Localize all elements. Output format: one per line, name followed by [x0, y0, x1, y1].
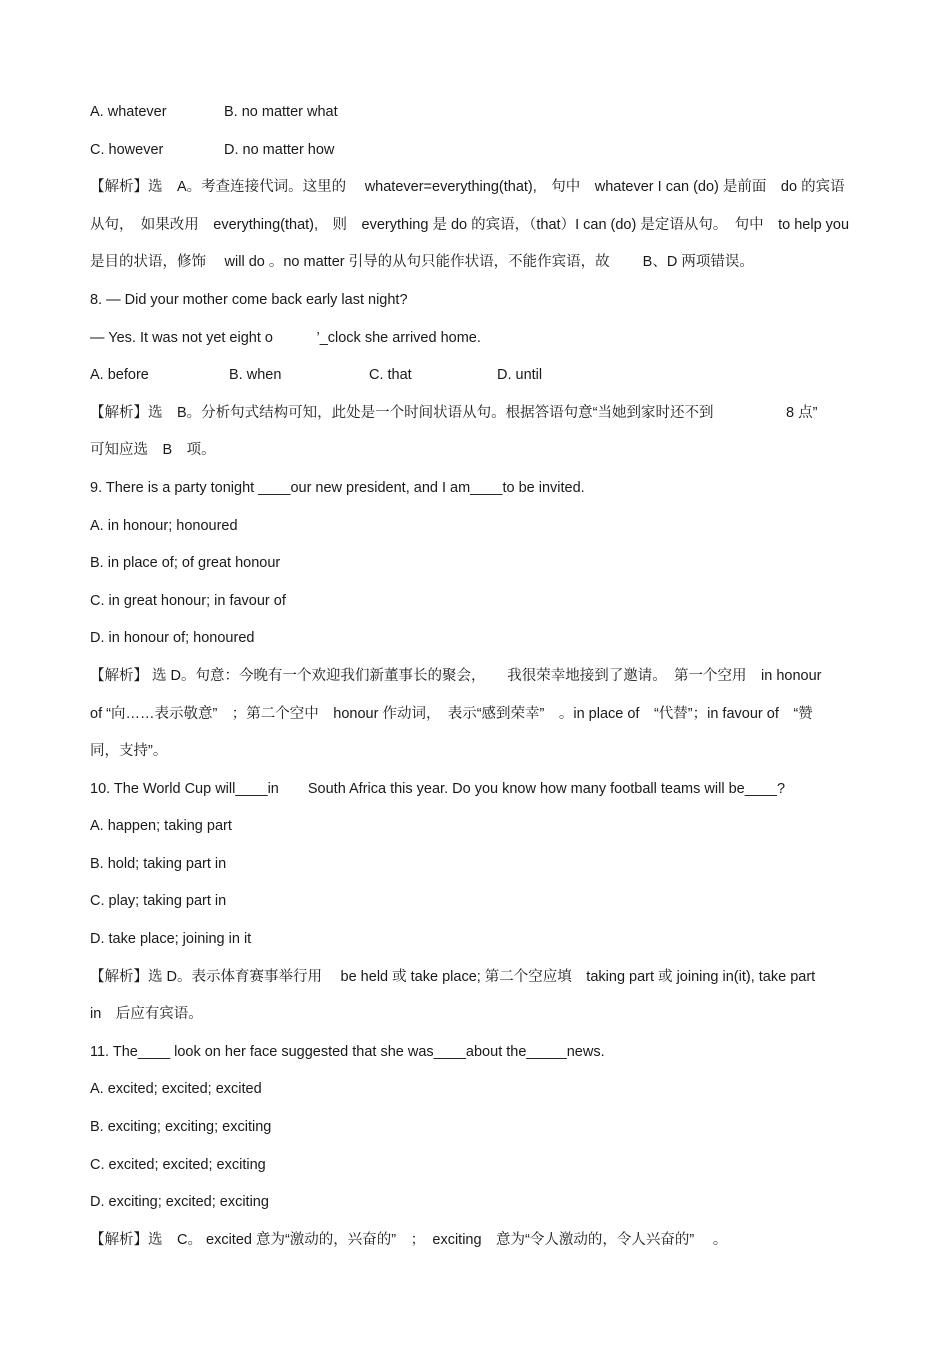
q8-option-c: C. that [369, 367, 412, 384]
q9-option-a: A. in honour; honoured [90, 517, 238, 534]
q7-option-a: A. whatever [90, 104, 167, 120]
document-page [90, 98, 862, 1263]
q10-option-a: A. happen; taking part [90, 818, 232, 835]
q7-explanation-line-1: 【解析】选 A。考查连接代词。这里的 whatever=everything(that), 句中 whatever I can (do) 是前面 do 的宾语 [90, 179, 845, 196]
q10-option-c: C. play; taking part in [90, 893, 227, 910]
q10-explanation-line-2: in 后应有宾语。 [90, 1006, 203, 1023]
q7-option-c: C. however [90, 141, 164, 158]
q8-explanation-line-1: 【解析】选 B。分析句式结构可知，此处是一个时间状语从句。根据答语句意“当她到家时还不到 8 点” [90, 404, 818, 421]
q7-explanation-line-3: 是目的状语，修饰 will do 。no matter 引导的从句只能作状语，不能作宾语，故 B、D 两项错误。 [90, 254, 754, 271]
q11-option-a: A. excited; excited; excited [90, 1081, 262, 1098]
q8-stem-line-2: — Yes. It was not yet eight o ’_clock she arrived home. [90, 329, 481, 346]
q8-option-a: A. before [90, 367, 149, 384]
q9-explanation-line-1: 【解析】 选 D。句意：今晚有一个欢迎我们新董事长的聚会， 我很荣幸地接到了邀请。 第一个空用 in honour [90, 667, 822, 684]
q7-explanation-line-2: 从句， 如果改用 everything(that), 则 everything 是 do 的宾语，（that）I can (do) 是定语从句。 句中 to help you [90, 216, 850, 233]
q8-options-row [90, 361, 862, 399]
q10-option-d: D. take place; joining in it [90, 931, 252, 948]
q7-options-row-1 [90, 98, 862, 136]
q8-explanation-line-2: 可知应选 B 项。 [90, 442, 216, 459]
q9-explanation-line-3: 同，支持”。 [90, 743, 168, 760]
q7-options-row-2 [90, 136, 862, 174]
q11-explanation-line-1: 【解析】选 C。 excited 意为“激动的，兴奋的” ； exciting 意为“令人激动的，令人兴奋的” 。 [90, 1231, 728, 1248]
q9-explanation-line-2: of “向……表示敬意” ；第二个空中 honour 作动词， 表示“感到荣幸” 。in place of “代替”；in favour of “赞 [90, 705, 813, 722]
q10-option-b: B. hold; taking part in [90, 855, 227, 872]
q8-option-d: D. until [497, 367, 543, 384]
q11-option-c: C. excited; excited; exciting [90, 1156, 266, 1173]
q9-option-d: D. in honour of; honoured [90, 630, 255, 647]
q9-stem: 9. There is a party tonight ____our new president, and I am____to be invited. [90, 479, 585, 496]
q8-stem-line-1: 8. — Did your mother come back early last night? [90, 291, 408, 308]
q10-explanation-line-1: 【解析】选 D。表示体育赛事举行用 be held 或 take place; 第二个空应填 taking part 或 joining in(it), take part [90, 968, 816, 985]
q11-stem: 11. The____ look on her face suggested that she was____about the_____news. [90, 1043, 605, 1060]
q9-option-c: C. in great honour; in favour of [90, 592, 286, 609]
q11-option-b: B. exciting; exciting; exciting [90, 1119, 272, 1136]
q11-option-d: D. exciting; excited; exciting [90, 1194, 269, 1211]
q7-option-d: D. no matter how [224, 141, 335, 158]
q9-option-b: B. in place of; of great honour [90, 555, 281, 572]
q10-stem: 10. The World Cup will____in South Africa this year. Do you know how many football teams will be____? [90, 780, 786, 797]
q7-option-b: B. no matter what [224, 104, 338, 120]
q8-option-b: B. when [229, 367, 282, 384]
